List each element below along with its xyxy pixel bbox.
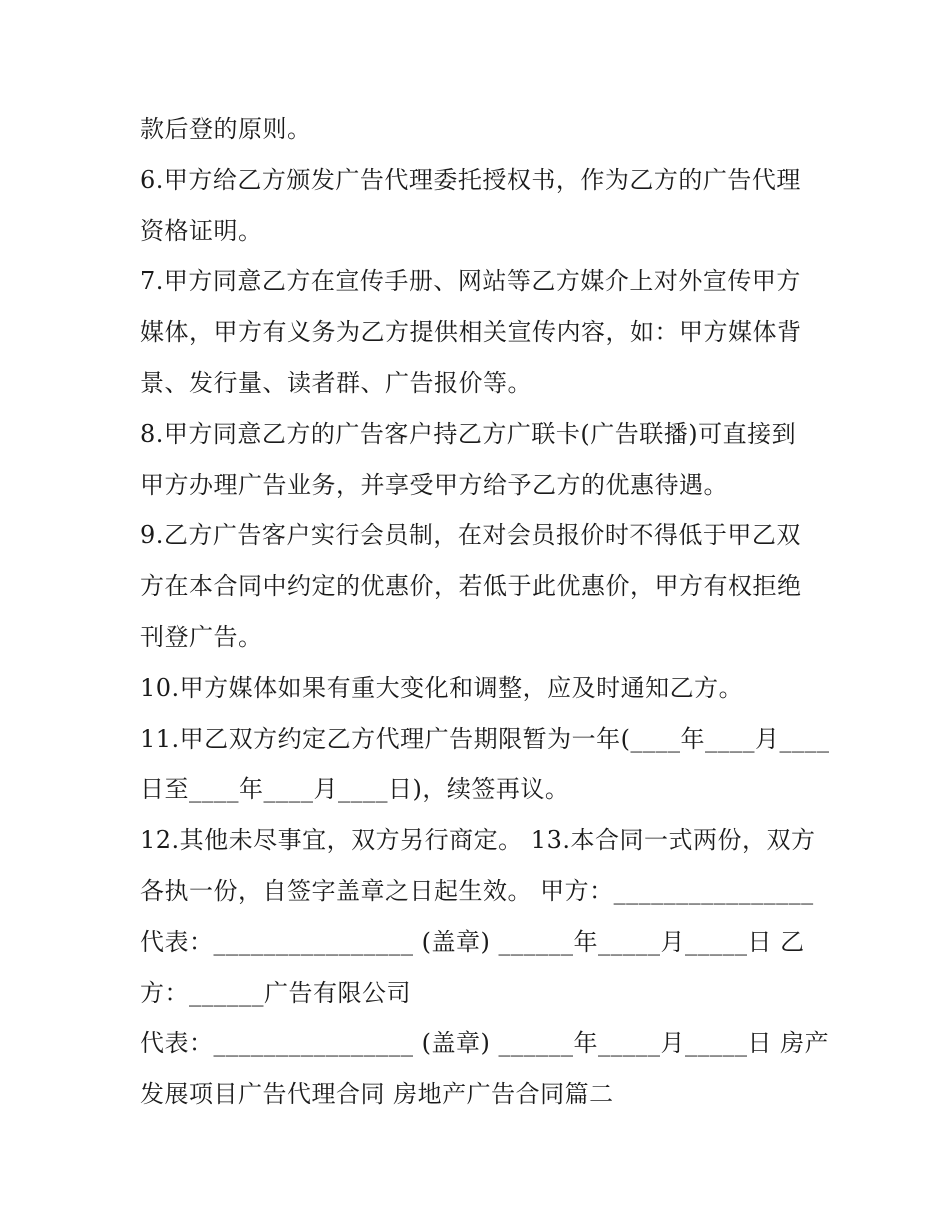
text-line: 资格证明。: [140, 216, 263, 245]
text-line: 发展项目广告代理合同 房地产广告合同篇二: [140, 1080, 614, 1109]
text-line: 景、发行量、读者群、广告报价等。: [140, 368, 532, 397]
text-line: 刊登广告。: [140, 622, 263, 651]
text-line: 12.其他未尽事宜，双方另行商定。 13.本合同一式两份，双方: [140, 826, 816, 855]
text-line: 7.甲方同意乙方在宣传手册、网站等乙方媒介上对外宣传甲方: [140, 267, 801, 296]
text-line: 方：______广告有限公司: [140, 978, 411, 1007]
text-line: 日至____年____月____日)，续签再议。: [140, 775, 570, 804]
text-line: 媒体，甲方有义务为乙方提供相关宣传内容，如：甲方媒体背: [140, 318, 802, 347]
text-line: 6.甲方给乙方颁发广告代理委托授权书，作为乙方的广告代理: [140, 165, 801, 194]
text-line: 代表：________________ (盖章) ______年_____月_____日 乙: [140, 927, 805, 956]
text-line: 8.甲方同意乙方的广告客户持乙方广联卡(广告联播)可直接到: [140, 419, 797, 448]
text-line: 方在本合同中约定的优惠价，若低于此优惠价，甲方有权拒绝: [140, 572, 802, 601]
text-line: 11.甲乙双方约定乙方代理广告期限暂为一年(____年____月____: [140, 724, 830, 753]
text-line: 甲方办理广告业务，并享受甲方给予乙方的优惠待遇。: [140, 470, 728, 499]
contract-text: [140, 104, 830, 1120]
text-line: 代表：________________ (盖章) ______年_____月_____日 房产: [140, 1029, 830, 1058]
text-line: 9.乙方广告客户实行会员制，在对会员报价时不得低于甲乙双: [140, 521, 801, 550]
text-line: 10.甲方媒体如果有重大变化和调整，应及时通知乙方。: [140, 673, 744, 702]
text-line: 各执一份，自签字盖章之日起生效。 甲方：________________: [140, 876, 814, 905]
text-line: 款后登的原则。: [140, 115, 312, 143]
